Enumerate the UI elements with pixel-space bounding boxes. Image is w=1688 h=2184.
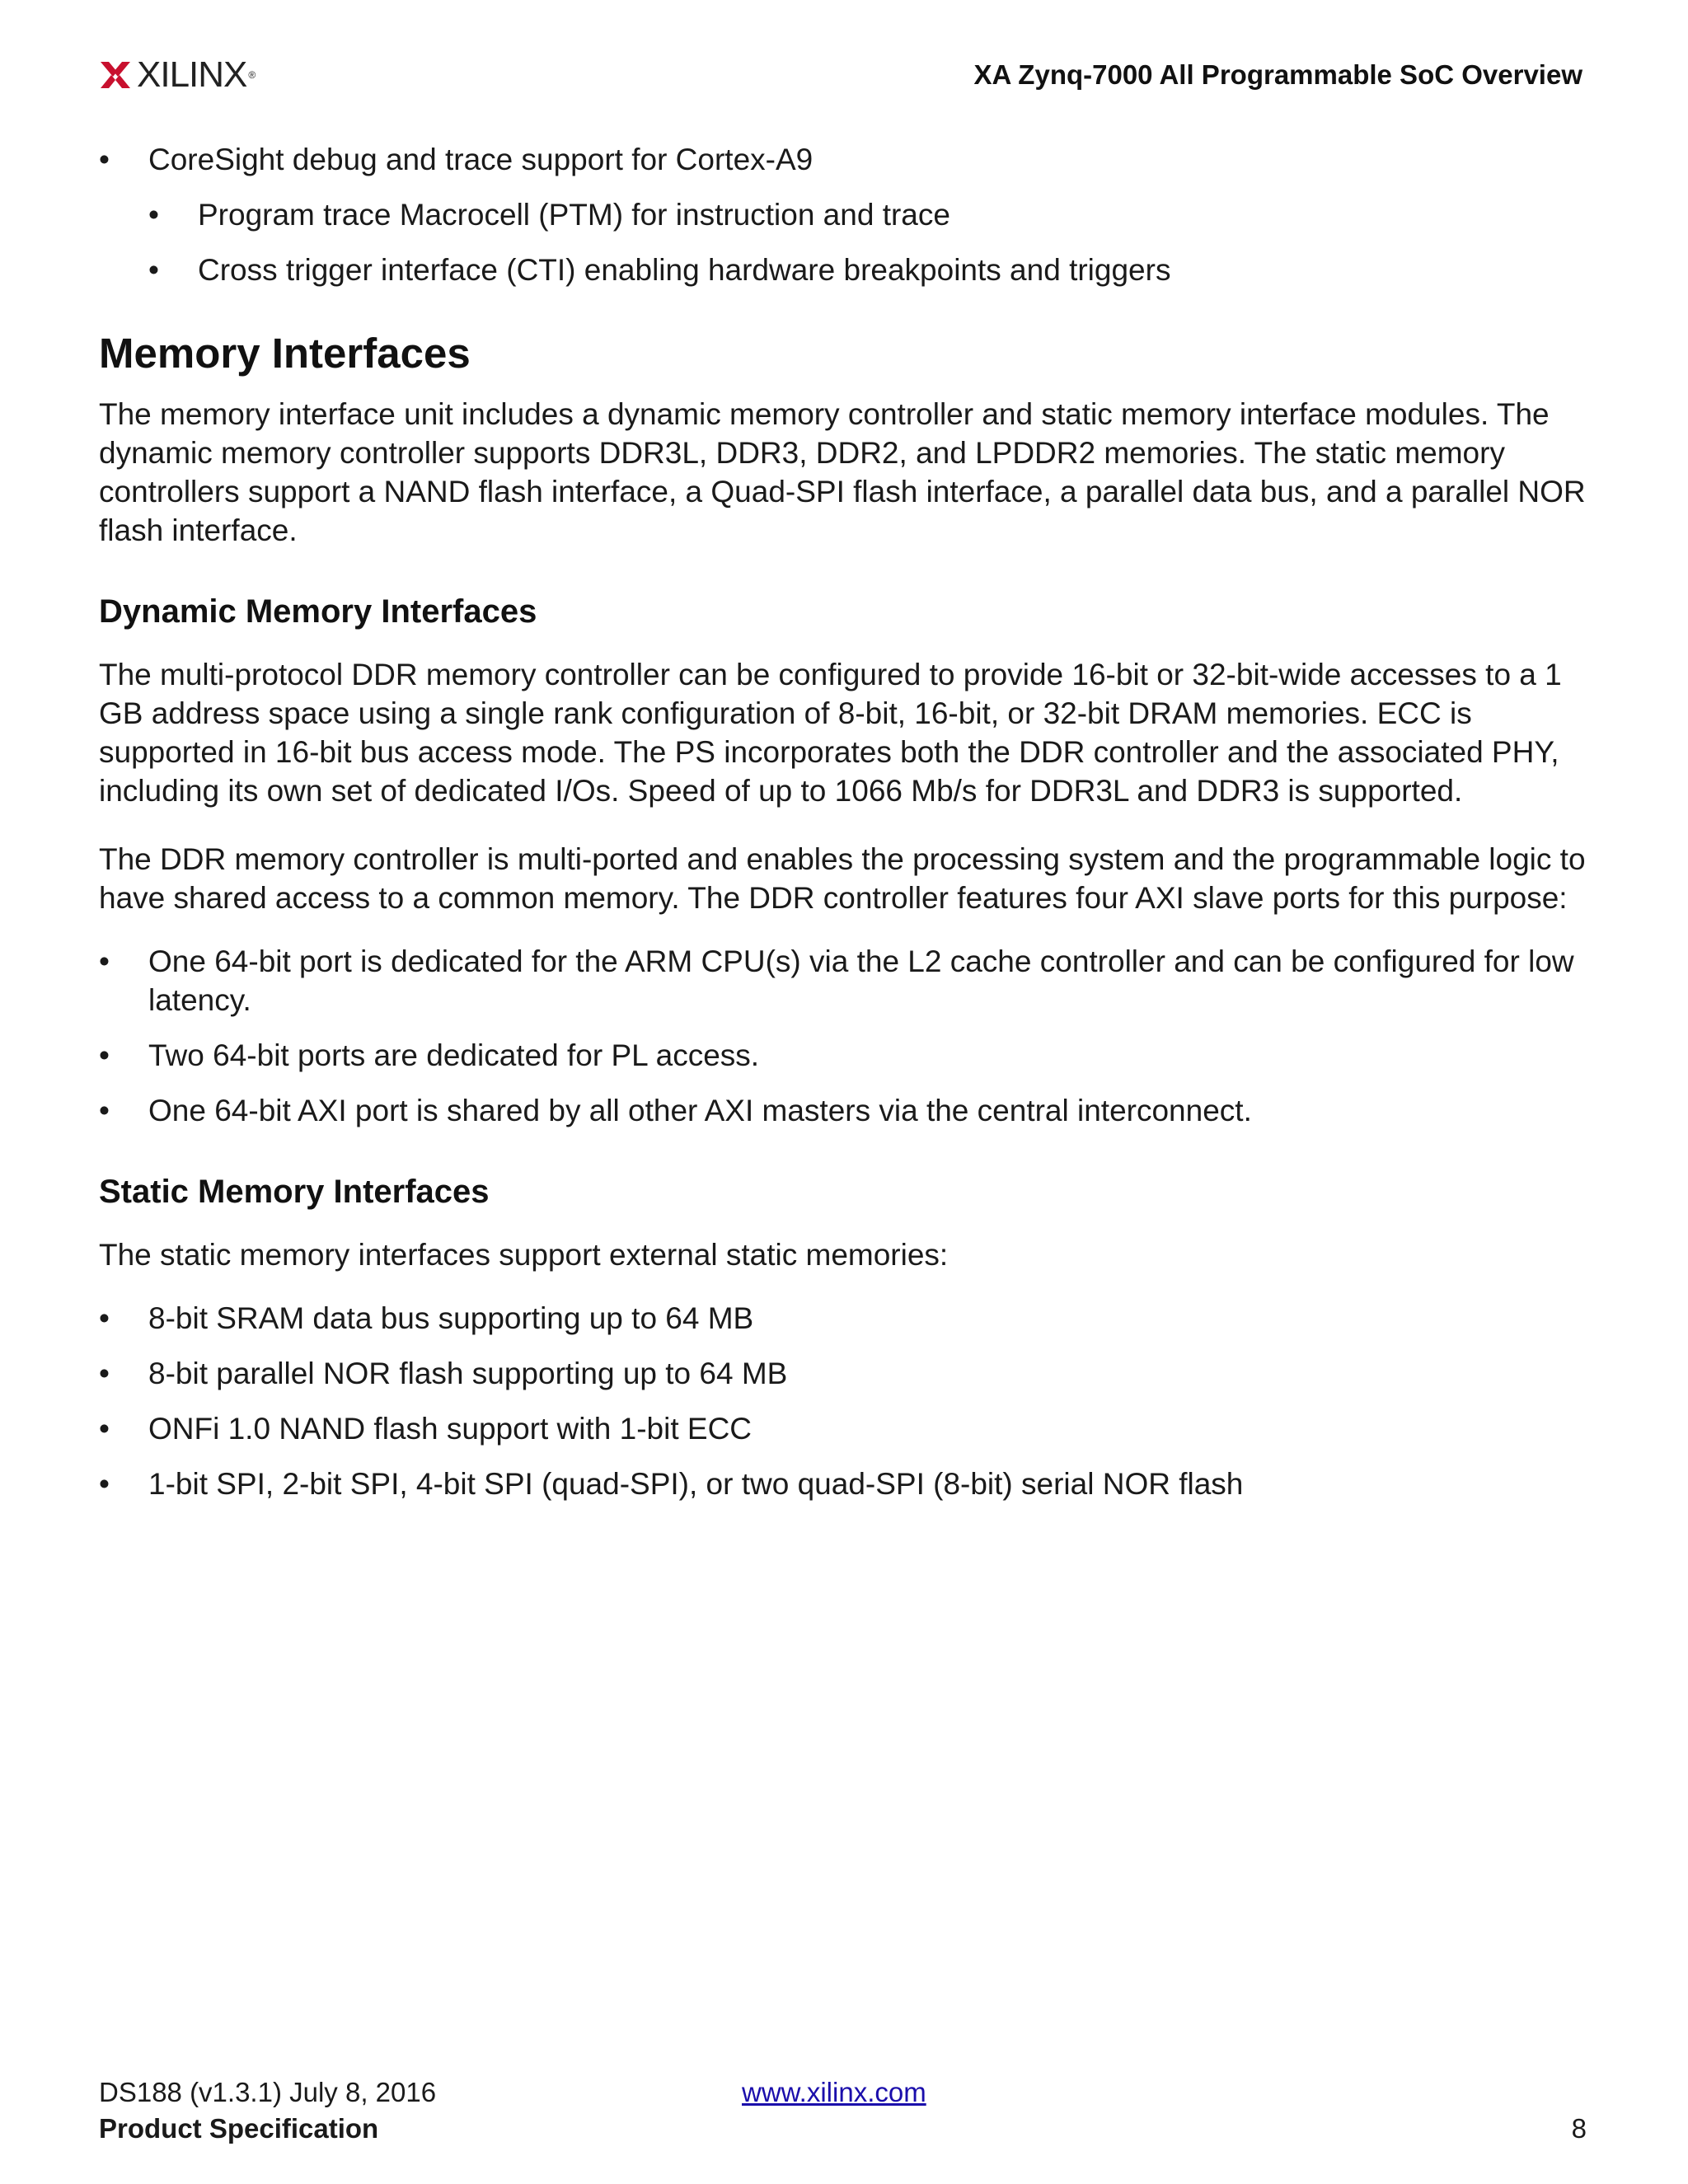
page-content — [99, 140, 1587, 1520]
list-item: • ONFi 1.0 NAND flash support with 1-bit ECC — [99, 1409, 1587, 1448]
document-title: XA Zynq-7000 All Programmable SoC Overview — [973, 59, 1582, 90]
sub-bullet-cti: • Cross trigger interface (CTI) enabling hardware breakpoints and triggers — [148, 251, 1587, 289]
page-header — [99, 54, 1582, 94]
list-item: • 8-bit SRAM data bus supporting up to 64 MB — [99, 1299, 1587, 1338]
list-item: • Two 64-bit ports are dedicated for PL access. — [99, 1036, 1587, 1075]
list-item: • 1-bit SPI, 2-bit SPI, 4-bit SPI (quad-SPI), or two quad-SPI (8-bit) serial NOR flash — [99, 1465, 1587, 1503]
page-footer — [99, 2077, 1587, 2151]
logo-text: XILINX — [137, 54, 247, 95]
sub-bullet-ptm: • Program trace Macrocell (PTM) for instruction and trace — [148, 195, 1587, 234]
bullet-coresight: • CoreSight debug and trace support for Cortex-A9 — [99, 140, 1587, 179]
heading-memory-interfaces: Memory Interfaces — [99, 330, 471, 377]
static-paragraph: The static memory interfaces support external static memories: — [99, 1238, 949, 1272]
heading-static-memory-interfaces: Static Memory Interfaces — [99, 1174, 490, 1210]
logo-registered-mark: ® — [248, 69, 256, 81]
heading-dynamic-memory-interfaces: Dynamic Memory Interfaces — [99, 593, 537, 630]
dynamic-paragraph-1: The multi-protocol DDR memory controller can be configured to provide 16-bit or 32-bit-wide accesses to a 1 GB address space using a single rank configuration of 8-bit, 16-bit, or 32-bit DRAM memories. ECC is supported in 16-bit bus access mode. The PS incorporates both the DDR controller and the associated PHY, including its own set of dedicated I/Os. Speed of up to 1066 Mb/s for DDR3L and DDR3 is supported. — [99, 658, 1562, 808]
memory-interfaces-paragraph: The memory interface unit includes a dynamic memory controller and static memory interface modules. The dynamic memory controller supports DDR3L, DDR3, DDR2, and LPDDR2 memories. The static memory controllers support a NAND flash interface, a Quad-SPI flash interface, a parallel data bus, and a parallel NOR flash interface. — [99, 397, 1586, 547]
xilinx-website-link[interactable]: www.xilinx.com — [742, 2077, 926, 2107]
xilinx-logo-icon — [99, 59, 132, 91]
page-number: 8 — [1571, 2113, 1587, 2144]
xilinx-logo — [99, 54, 256, 96]
list-item: • One 64-bit port is dedicated for the ARM CPU(s) via the L2 cache controller and can be configured for low latency. — [99, 942, 1587, 1019]
list-item: • One 64-bit AXI port is shared by all other AXI masters via the central interconnect. — [99, 1091, 1587, 1130]
document-type: Product Specification — [99, 2113, 379, 2144]
document-id: DS188 (v1.3.1) July 8, 2016 — [99, 2077, 437, 2107]
dynamic-paragraph-2: The DDR memory controller is multi-ported and enables the processing system and the programmable logic to have shared access to a common memory. The DDR controller features four AXI slave ports for this purpose: — [99, 842, 1586, 915]
list-item: • 8-bit parallel NOR flash supporting up to 64 MB — [99, 1354, 1587, 1393]
